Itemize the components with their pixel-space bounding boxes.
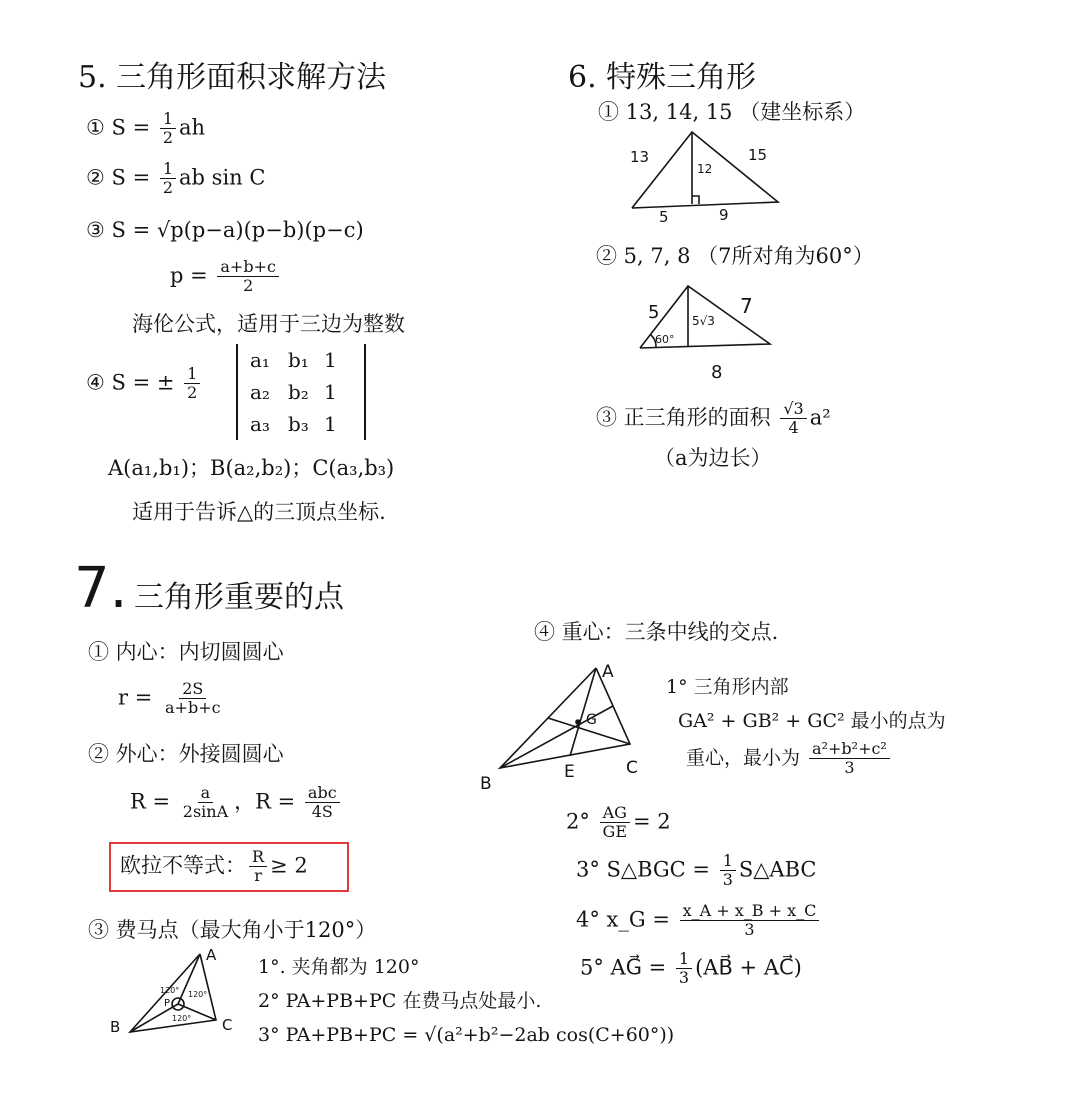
euler-inequality: 欧拉不等式： $\frac{R}{r}$ ≥ 2 — [120, 847, 308, 886]
incenter-heading: ① 内心：内切圆圆心 — [88, 640, 284, 664]
centroid-label-c: C — [626, 758, 638, 778]
heron-note: 海伦公式，适用于三边为整数 — [132, 312, 405, 336]
special-triangle-1: ① 13, 14, 15 （建坐标系） — [598, 100, 866, 124]
fermat-label-p: P — [164, 998, 171, 1009]
label-12: 12 — [697, 162, 713, 176]
label-13: 13 — [630, 148, 650, 166]
section6-title: 6. 特殊三角形 — [568, 60, 757, 95]
label-angle-60: 60° — [655, 333, 675, 346]
area-formula-2: ② S = $\frac{1}{2}$ ab sin C — [86, 159, 266, 198]
label-side-5: 5 — [648, 302, 660, 323]
area-formula-1: ① S = $\frac{1}{2}$ ah — [86, 109, 206, 148]
fermat-angle-1: 120° — [160, 986, 180, 995]
label-5: 5 — [659, 208, 669, 226]
centroid-label-e: E — [564, 762, 575, 782]
centroid-heading: ④ 重心：三条中线的交点. — [534, 620, 779, 644]
label-side-8: 8 — [711, 362, 723, 383]
centroid-diagram — [0, 0, 1, 1]
area-formula-3: ③ S = √p(p−a)(p−b)(p−c) — [86, 218, 364, 242]
equilateral-note: （a为边长） — [654, 446, 772, 470]
fermat-label-c: C — [222, 1016, 233, 1034]
determinant-matrix: a₁ b₁ 1 a₂ b₂ 1 a₃ b₃ 1 — [236, 344, 366, 440]
fermat-line-pb — [130, 1004, 178, 1032]
circumradius-formula: R = $\frac{a}{2\sin A}$ ，R = $\frac{\text{abc}}{4S}$ — [130, 784, 343, 822]
centroid-property-1a: 1° 三角形内部 — [666, 676, 789, 698]
special-triangle-3: ③ 正三角形的面积 $\frac{√3}{4}$ a² — [596, 399, 831, 438]
centroid-point — [576, 720, 580, 724]
centroid-property-1c: 重心，最小为 $\frac{\text{a²+b²+c²}}{3}$ — [686, 740, 893, 778]
fermat-property-3: 3° PA+PB+PC = √(a²+b²−2ab cos(C+60°)) — [258, 1024, 675, 1046]
fermat-heading: ③ 费马点（最大角小于120°） — [88, 918, 377, 942]
inradius-formula: r = $\frac{2S}{a+b+c}$ — [118, 679, 221, 718]
special-triangle-2: ② 5, 7, 8 （7所对角为60°） — [596, 244, 874, 268]
centroid-triangle-outline — [500, 668, 630, 768]
fermat-property-2: 2° PA+PB+PC 在费马点处最小. — [258, 990, 542, 1012]
centroid-property-3: 3° S△BGC = $\frac{1}{3}$ S△ABC — [576, 851, 817, 890]
label-height-5root3: 5√3 — [692, 314, 715, 328]
label-side-7: 7 — [740, 294, 753, 318]
centroid-label-g: G — [586, 712, 597, 728]
section7-title: 三角形重要的点 — [134, 580, 344, 615]
fermat-label-b: B — [110, 1018, 121, 1036]
circumcenter-heading: ② 外心：外接圆圆心 — [88, 742, 284, 766]
centroid-label-a: A — [602, 662, 614, 682]
fermat-label-a: A — [206, 946, 217, 964]
area-formula-4: ④ S = ± $\frac{1}{2}$ — [86, 365, 203, 403]
centroid-property-4: 4° x_G = $\frac{x\_A + x\_B + x\_C}{3}$ — [576, 902, 822, 940]
section5-title: 5. 三角形面积求解方法 — [78, 60, 387, 95]
vertex-coordinates: A(a₁,b₁)；B(a₂,b₂)；C(a₃,b₃) — [108, 456, 395, 480]
centroid-property-5: 5° AG⃗ = $\frac{1}{3}$ (AB⃗ + AC⃗) — [580, 949, 802, 988]
fermat-angle-2: 120° — [188, 990, 208, 999]
section7-number: 7. — [74, 556, 128, 621]
coordinates-note: 适用于告诉△的三顶点坐标. — [132, 500, 386, 524]
area-formula-3-p: p = $\frac{a+b+c}{2}$ — [170, 258, 282, 296]
centroid-label-b: B — [480, 774, 492, 794]
label-15: 15 — [748, 146, 768, 164]
fermat-property-1: 1°. 夹角都为 120° — [258, 956, 420, 978]
label-9: 9 — [719, 206, 729, 224]
right-angle-mark — [692, 196, 699, 204]
centroid-property-2: 2° $\frac{AG}{GE}$ = 2 — [566, 803, 671, 842]
centroid-property-1b: GA² + GB² + GC² 最小的点为 — [678, 710, 946, 732]
fermat-angle-3: 120° — [172, 1014, 192, 1023]
